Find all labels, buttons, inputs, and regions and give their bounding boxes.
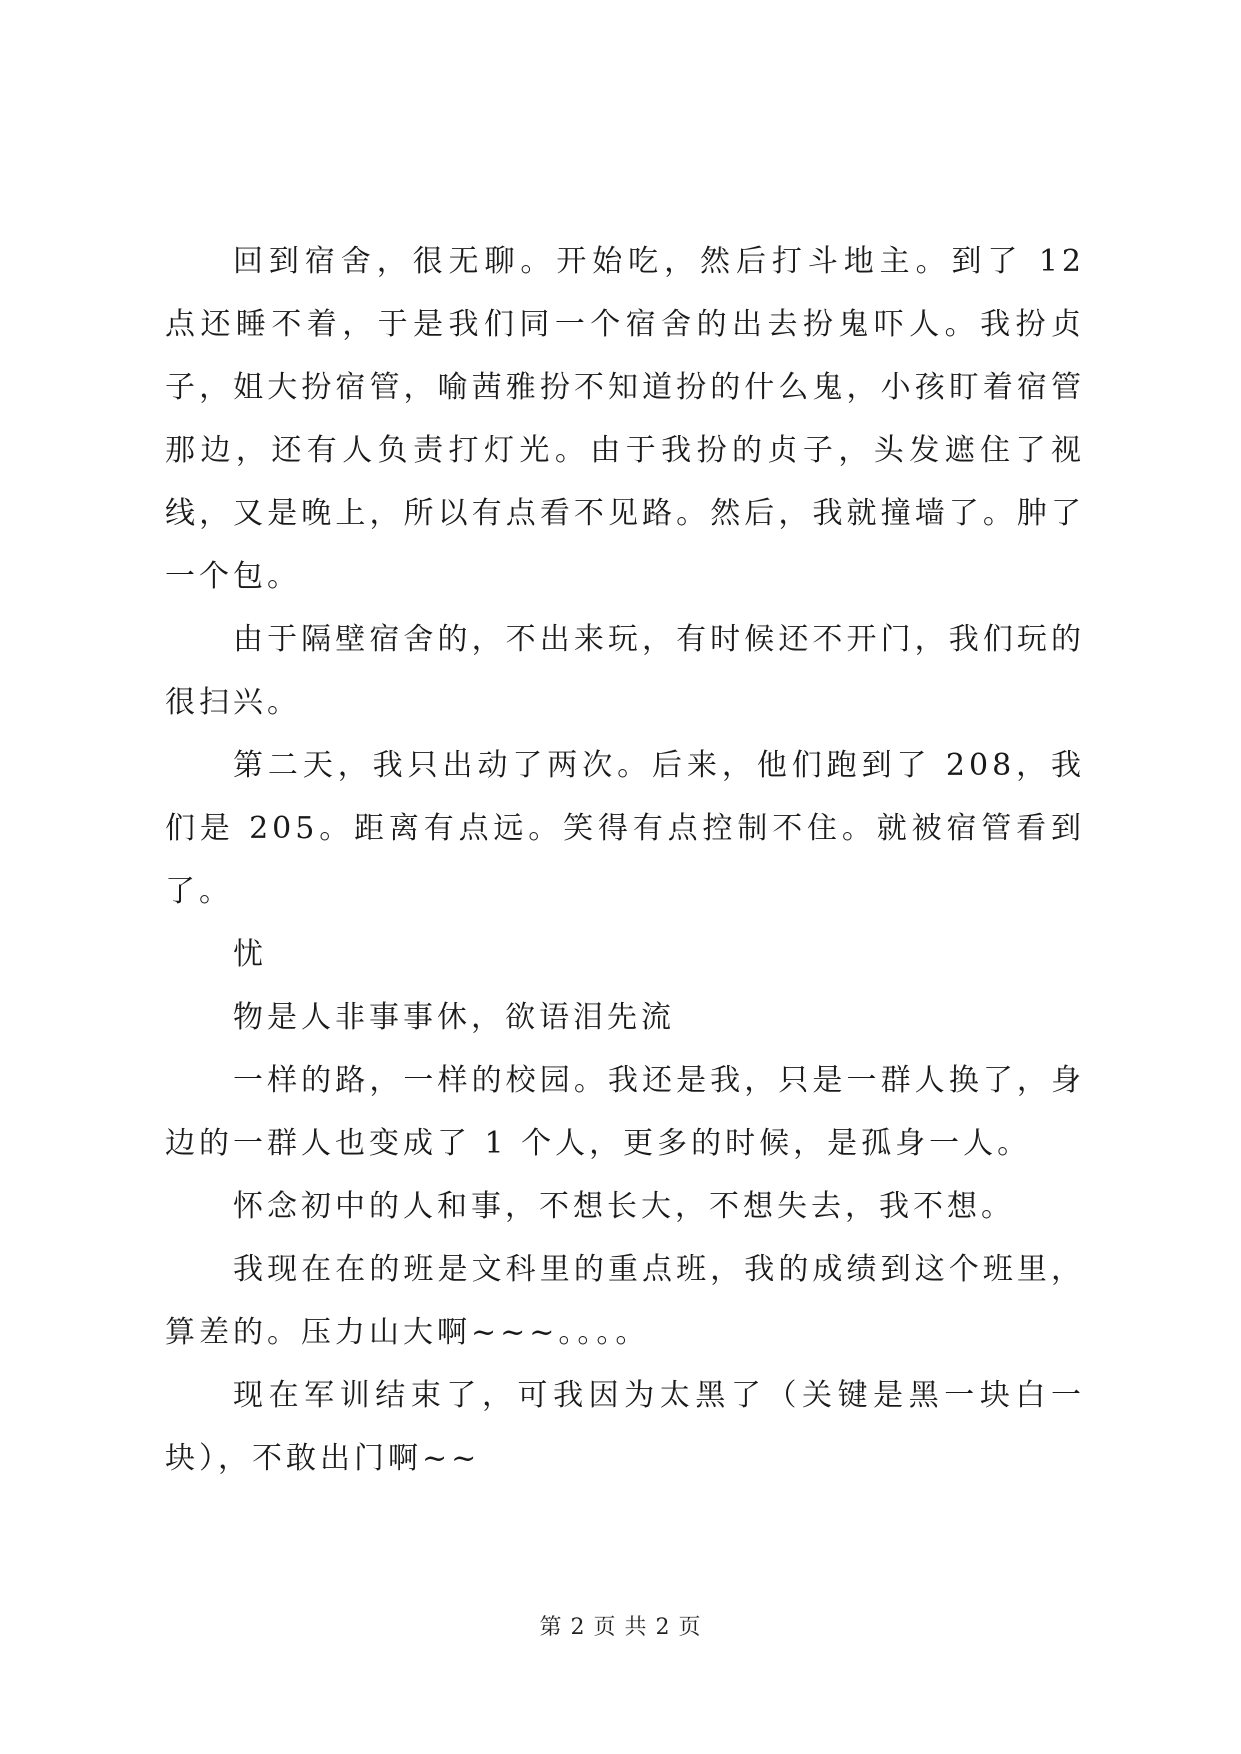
paragraph: 我现在在的班是文科里的重点班，我的成绩到这个班里，算差的。压力山大啊~~~。。。。 — [165, 1252, 1085, 1350]
document-body — [165, 230, 1085, 1490]
subtitle-line: 物是人非事事休，欲语泪先流 — [233, 1000, 675, 1035]
paragraph: 一样的路，一样的校园。我还是我，只是一群人换了，身边的一群人也变成了 1 个人，更多的时候，是孤身一人。 — [165, 1063, 1085, 1161]
paragraph: 现在军训结束了，可我因为太黑了（关键是黑一块白一块），不敢出门啊~~ — [165, 1378, 1085, 1476]
section-heading: 忧 — [233, 937, 267, 972]
paragraph: 第二天，我只出动了两次。后来，他们跑到了 208，我们是 205。距离有点远。笑得有点控制不住。就被宿管看到了。 — [165, 748, 1085, 909]
page-number-footer: 第 2 页 共 2 页 — [539, 1615, 702, 1640]
paragraph: 回到宿舍，很无聊。开始吃，然后打斗地主。到了 12 点还睡不着，于是我们同一个宿舍的出去扮鬼吓人。我扮贞子，姐大扮宿管，喻茜雅扮不知道扮的什么鬼，小孩盯着宿管那边，还有人负责打灯光。由于我扮的贞子，头发遮住了视线，又是晚上，所以有点看不见路。然后，我就撞墙了。肿了一个包。 — [165, 244, 1085, 594]
paragraph: 怀念初中的人和事，不想长大，不想失去，我不想。 — [233, 1189, 1015, 1224]
paragraph: 由于隔壁宿舍的，不出来玩，有时候还不开门，我们玩的很扫兴。 — [165, 622, 1085, 720]
